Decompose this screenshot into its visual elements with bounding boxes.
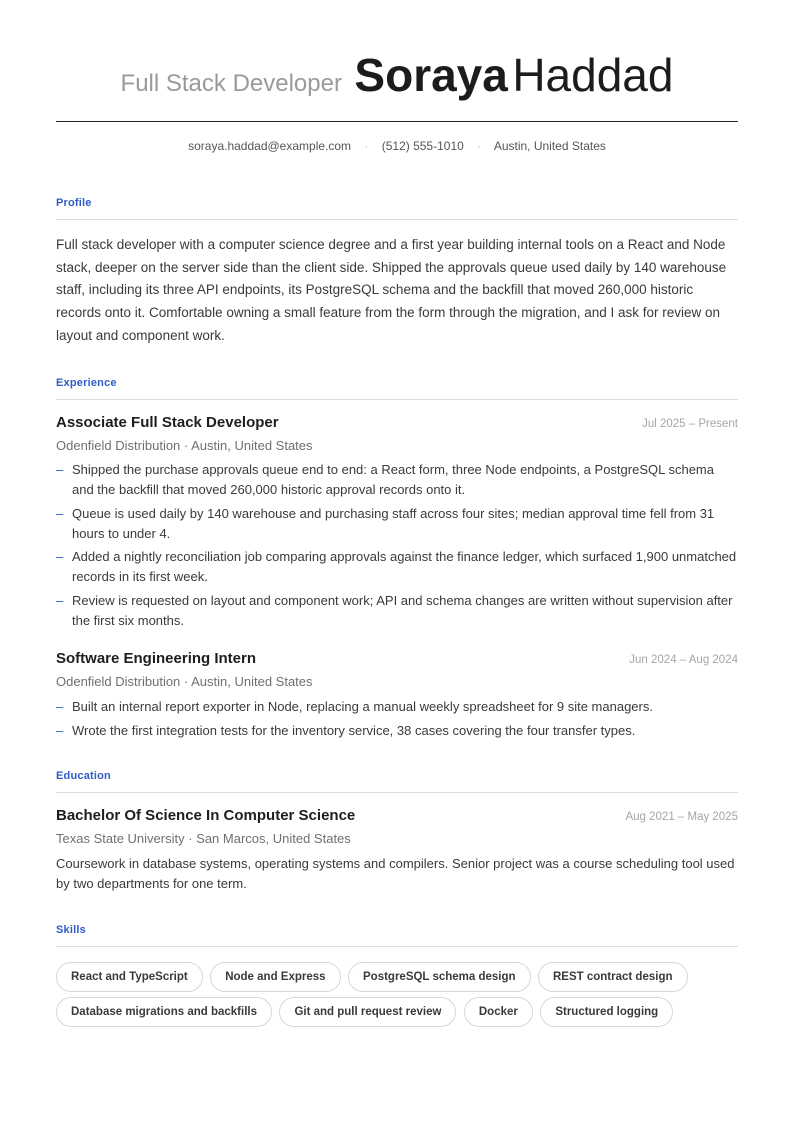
- job-title: Associate Full Stack Developer: [56, 414, 279, 431]
- bullet-text: Built an internal report exporter in Node, replacing a manual weekly spreadsheet for 9 site managers.: [72, 699, 653, 714]
- bullet-text: Review is requested on layout and component work; API and schema changes are written without supervision after the first six months.: [72, 592, 733, 628]
- location: Austin, United States: [493, 139, 606, 153]
- profile-text: Full stack developer with a computer science degree and a first year building internal tools on a React and Node stack, deeper on the server side than the client side. Shipped the approvals queue used daily by 140 warehouse staff, including its three API endpoints, its PostgreSQL schema and the backfill that moved 260,000 historic records onto it. Comfortable owning a small feature from the form through the migration, and I ask for review on layout and component work.: [56, 237, 727, 343]
- header-divider: [56, 121, 738, 122]
- skill-chip: Docker: [464, 997, 533, 1027]
- bullet-dash: –: [56, 722, 64, 738]
- contact-separator: ·: [477, 139, 482, 153]
- bullet-item: [56, 721, 738, 741]
- bullet-item: [56, 504, 738, 544]
- job-bullets: [56, 460, 738, 634]
- section-divider: [56, 399, 738, 400]
- bullet-dash: –: [56, 462, 64, 477]
- section-divider: [56, 792, 738, 793]
- job-title: Software Engineering Intern: [56, 650, 257, 667]
- job-bullets: [56, 697, 738, 744]
- bullet-dash: –: [56, 592, 64, 608]
- skill-chip: Structured logging: [540, 997, 673, 1027]
- degree-title: Bachelor Of Science In Computer Science: [56, 807, 356, 824]
- bullet-dash: –: [56, 699, 64, 714]
- skills-list: [56, 962, 746, 1032]
- section-divider: [56, 219, 738, 220]
- job-role: Full Stack Developer: [120, 70, 342, 97]
- skill-chip: REST contract design: [538, 962, 688, 992]
- section-title-experience: Experience: [56, 377, 117, 389]
- bullet-dash: –: [56, 549, 64, 564]
- skill-chip: Node and Express: [210, 962, 340, 992]
- skill-chip: React and TypeScript: [56, 962, 203, 992]
- bullet-text: Shipped the purchase approvals queue end to end: a React form, three Node endpoints, a PostgreSQL schema and the backfill that moved 260,000 historic approval records onto it.: [72, 462, 714, 497]
- education-dates: Aug 2021 – May 2025: [625, 811, 738, 823]
- bullet-text: Added a nightly reconciliation job comparing approvals against the finance ledger, which surfaced 1,900 unmatched records in its first week.: [72, 549, 737, 584]
- bullet-dash: –: [56, 505, 64, 521]
- first-name: Soraya: [354, 49, 508, 101]
- job-dates: Jun 2024 – Aug 2024: [629, 654, 738, 666]
- bullet-text: Queue is used daily by 140 warehouse and purchasing staff across four sites; median approval time fell from 31 hours to under 4.: [72, 505, 715, 541]
- bullet-text: Wrote the first integration tests for the inventory service, 38 cases covering the four transfer types.: [72, 722, 636, 738]
- job-organization: Odenfield Distribution · Austin, United States: [56, 674, 313, 689]
- email[interactable]: soraya.haddad@example.com: [188, 139, 352, 153]
- phone[interactable]: (512) 555-1010: [381, 139, 464, 153]
- bullet-item: [56, 591, 738, 631]
- section-title-profile: Profile: [56, 197, 92, 209]
- job-organization: Odenfield Distribution · Austin, United States: [56, 438, 313, 453]
- contact-separator: ·: [364, 139, 369, 153]
- job-dates: Jul 2025 – Present: [642, 418, 738, 430]
- last-name: Haddad: [512, 49, 674, 101]
- school-name: Texas State University · San Marcos, United States: [56, 831, 351, 846]
- skill-chip: Git and pull request review: [279, 997, 456, 1027]
- bullet-item: [56, 460, 738, 500]
- contact-line: [56, 139, 738, 153]
- section-title-skills: Skills: [56, 924, 86, 936]
- bullet-item: [56, 697, 738, 717]
- bullet-item: [56, 547, 738, 587]
- resume-header: [56, 48, 738, 102]
- skill-chip: PostgreSQL schema design: [348, 962, 531, 992]
- section-divider: [56, 946, 738, 947]
- education-note: Coursework in database systems, operating systems and compilers. Senior project was a course scheduling tool used by two departments for one term.: [56, 856, 735, 891]
- section-title-education: Education: [56, 770, 111, 782]
- skill-chip: Database migrations and backfills: [56, 997, 272, 1027]
